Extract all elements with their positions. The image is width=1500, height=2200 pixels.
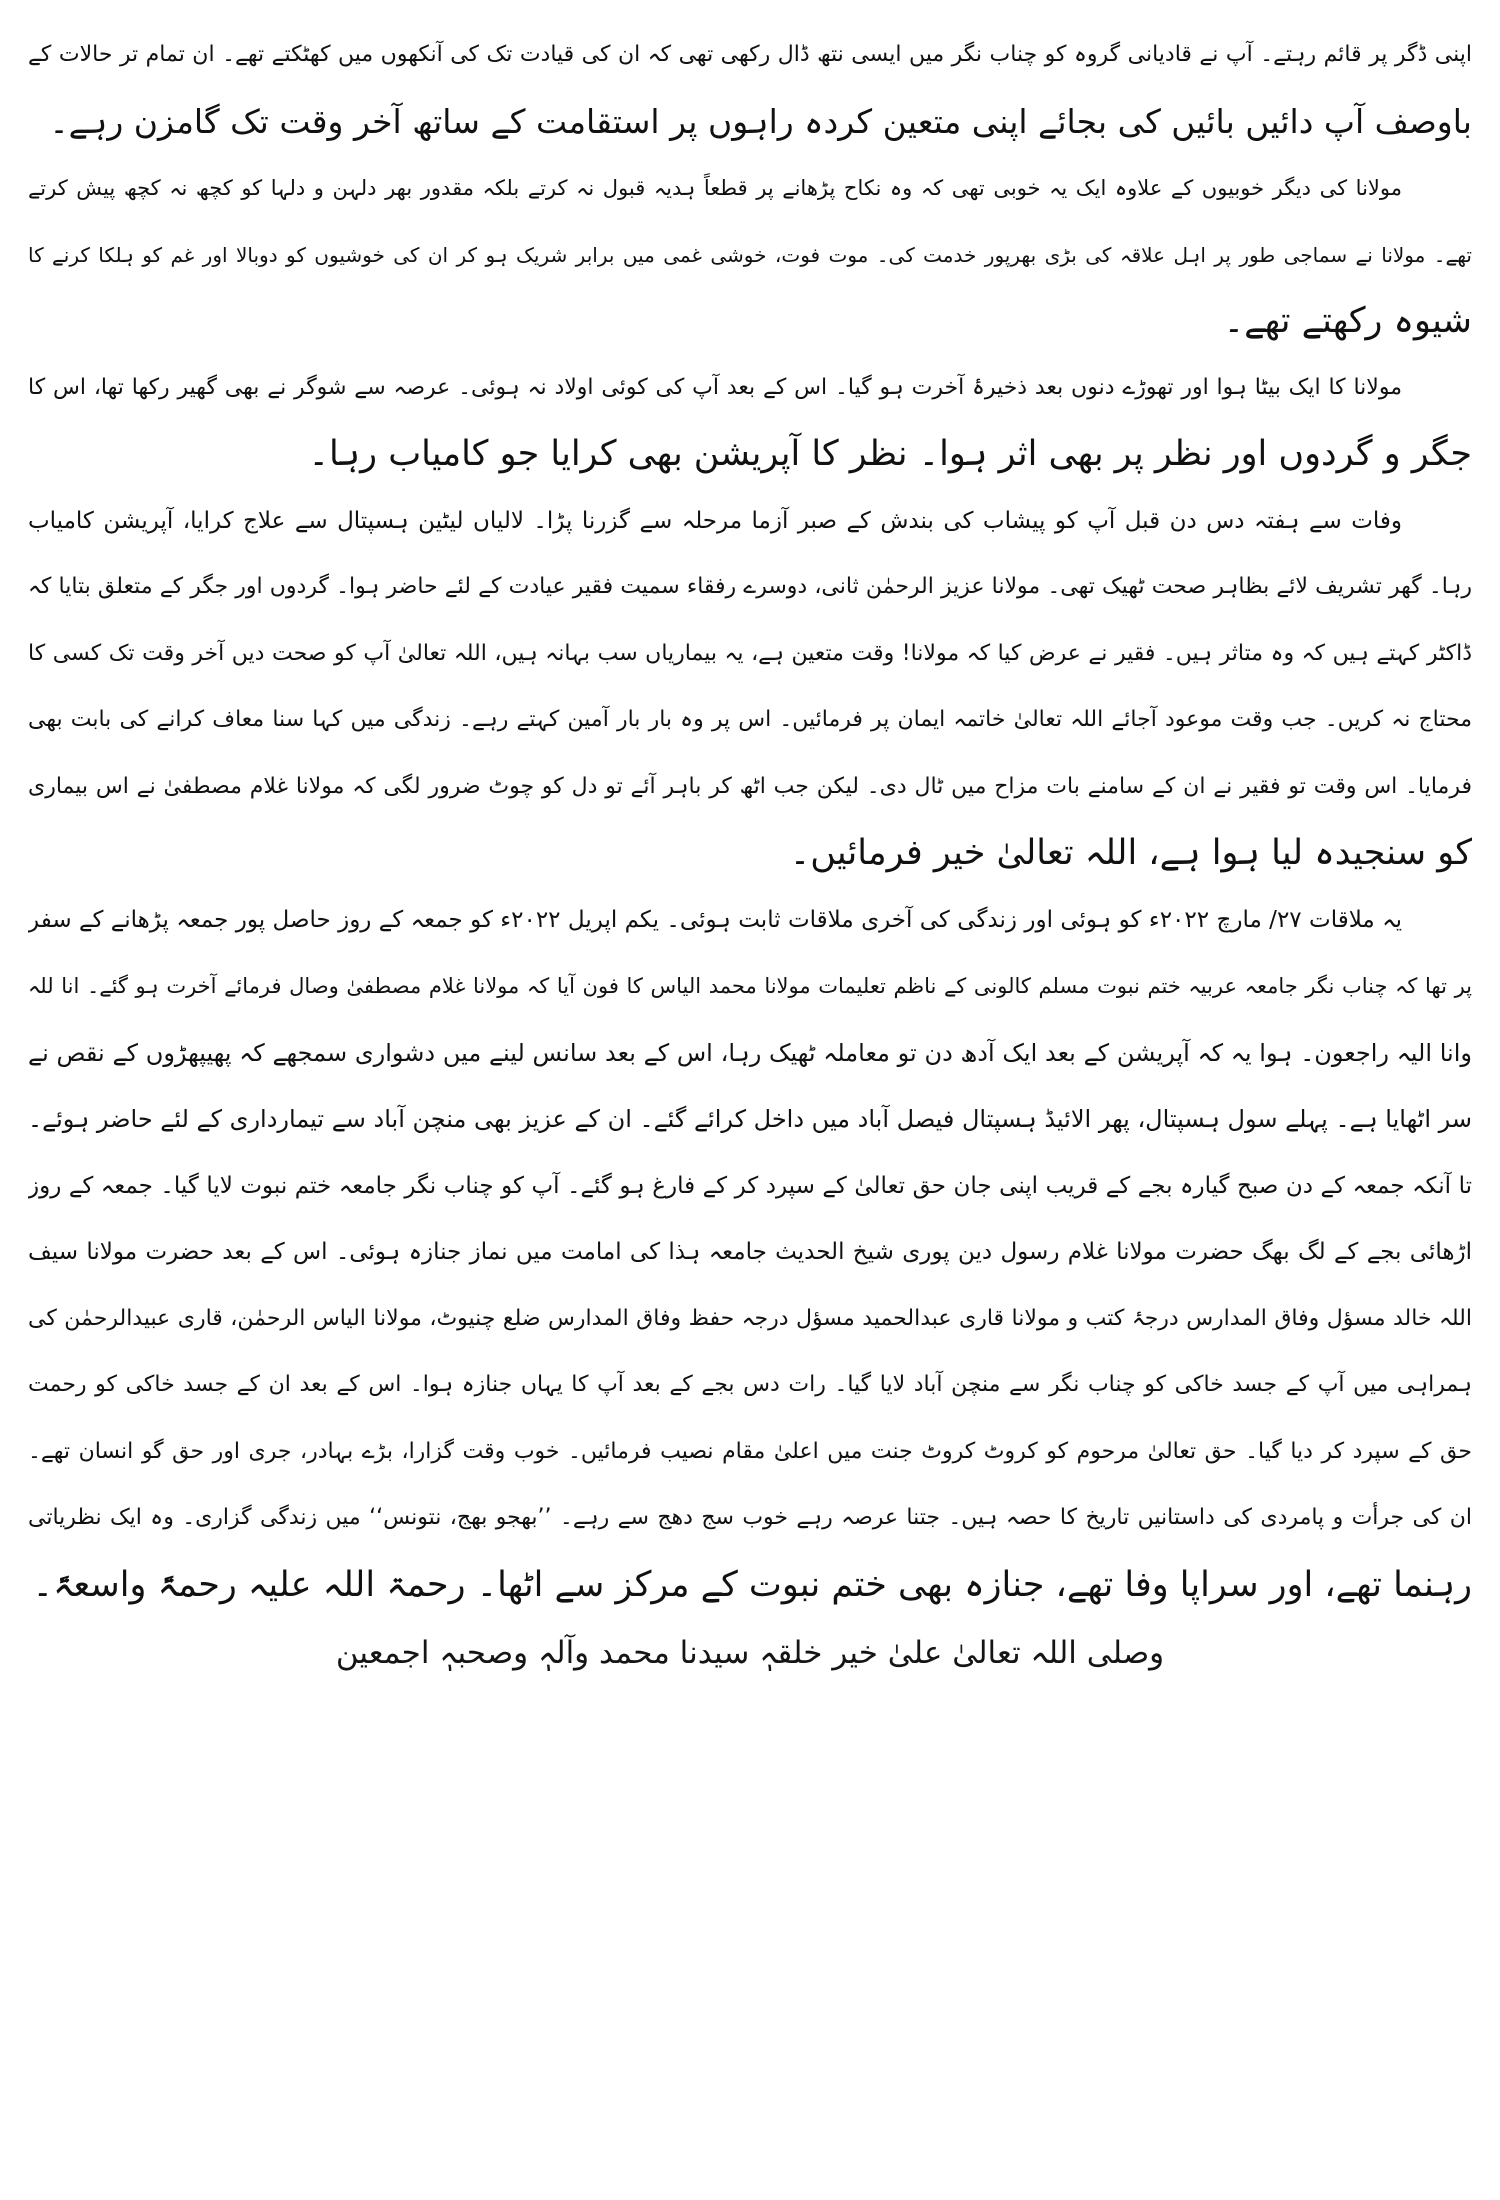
text-line: اپنی ڈگر پر قائم رہتے۔ آپ نے قادیانی گروہ کو چناب نگر میں ایسی نتھ ڈال رکھی تھی کہ ان کی قیادت تک کی آنکھوں میں کھٹکتے تھے۔ ان تمام تر حالات کے xyxy=(28,42,1472,67)
text-line: وانا الیہ راجعون۔ ہوا یہ کہ آپریشن کے بعد ایک آدھ دن تو معاملہ ٹھیک رہا، اس کے بعد سانس لینے میں دشواری سمجھے کہ پھیپھڑوں کے نقص نے xyxy=(28,1038,1472,1067)
text-line: رہا۔ گھر تشریف لائے بظاہر صحت ٹھیک تھی۔ مولانا عزیز الرحمٰن ثانی، دوسرے رفقاء سمیت فقیر عیادت کے لئے حاضر ہوا۔ گردوں اور جگر کے متعلق بتایا کہ xyxy=(28,574,1472,599)
text-line: کو سنجیدہ لیا ہوا ہے، اللہ تعالیٰ خیر فرمائیں۔ xyxy=(789,833,1472,873)
text-line: حق کے سپرد کر دیا گیا۔ حق تعالیٰ مرحوم کو کروٹ کروٹ جنت میں اعلیٰ مقام نصیب فرمائیں۔ خوب وقت گزارا، بڑے بہادر، جری اور حق گو انسان تھے۔ xyxy=(28,1438,1472,1464)
text-line: شیوہ رکھتے تھے۔ xyxy=(1223,301,1472,341)
paragraph xyxy=(28,887,1472,1619)
text-line: وفات سے ہفتہ دس دن قبل آپ کو پیشاب کی بندش کے صبر آزما مرحلہ سے گزرنا پڑا۔ لالیاں لیٹین ہسپتال سے علاج کرایا، آپریشن کامیاب xyxy=(28,507,1402,534)
paragraph xyxy=(28,22,1472,155)
text-line: سر اٹھایا ہے۔ پہلے سول ہسپتال، پھر الائیڈ ہسپتال فیصل آباد میں داخل کرائے گئے۔ ان کے عزیز بھی منچن آباد سے تیمارداری کے لئے حاضر ہوئے۔ xyxy=(28,1105,1472,1133)
text-line: ہمراہی میں آپ کے جسد خاکی کو چناب نگر سے منچن آباد لایا گیا۔ رات دس بجے کے بعد آپ کا یہاں جنازہ ہوا۔ اس کے بعد ان کے جسد خاکی کو رحمت xyxy=(28,1372,1472,1397)
text-line: یہ ملاقات ۲۷/ مارچ ۲۰۲۲ء کو ہوئی اور زندگی کی آخری ملاقات ثابت ہوئی۔ یکم اپریل ۲۰۲۲ء کو جمعہ کے روز حاصل پور جمعہ پڑھانے کے سفر xyxy=(28,906,1403,933)
document-page xyxy=(28,22,1472,1684)
text-line: باوصف آپ دائیں بائیں کی بجائے اپنی متعین کردہ راہوں پر استقامت کے ساتھ آخر وقت تک گامزن رہے۔ xyxy=(49,101,1472,141)
paragraph xyxy=(28,355,1472,488)
text-line: محتاج نہ کریں۔ جب وقت موعود آجائے اللہ تعالیٰ خاتمہ ایمان پر فرمائیں۔ اس پر وہ بار بار آمین کہتے رہے۔ زندگی میں کہا سنا معاف کرانے کی بابت بھی xyxy=(28,707,1472,732)
text-line: مولانا کا ایک بیٹا ہوا اور تھوڑے دنوں بعد ذخیرۂ آخرت ہو گیا۔ اس کے بعد آپ کی کوئی اولاد نہ ہوئی۔ عرصہ سے شوگر نے بھی گھیر رکھا تھا، اس کا xyxy=(28,374,1402,400)
paragraph xyxy=(28,488,1472,887)
text-line: جگر و گردوں اور نظر پر بھی اثر ہوا۔ نظر کا آپریشن بھی کرایا جو کامیاب رہا۔ xyxy=(308,434,1472,474)
closing-benediction: وصلی اللہ تعالیٰ علیٰ خیر خلقہٖ سیدنا محمد وآلہٖ وصحبہٖ اجمعین xyxy=(335,1635,1165,1671)
article-body xyxy=(28,22,1472,1618)
text-line: ڈاکٹر کہتے ہیں کہ وہ متاثر ہیں۔ فقیر نے عرض کیا کہ مولانا! وقت متعین ہے، یہ بیماریاں سب بہانہ ہیں، اللہ تعالیٰ آپ کو صحت دیں آخر وقت تک کسی کا xyxy=(28,640,1472,666)
text-line: تا آنکہ جمعہ کے دن صبح گیارہ بجے کے قریب اپنی جان حق تعالیٰ کے سپرد کر کے فارغ ہو گئے۔ آپ کو چناب نگر جامعہ ختم نبوت لایا گیا۔ جمعہ کے روز xyxy=(28,1172,1472,1199)
text-line: فرمایا۔ اس وقت تو فقیر نے ان کے سامنے بات مزاح میں ٹال دی۔ لیکن جب اٹھ کر باہر آئے تو دل کو چوٹ ضرور لگی کہ مولانا غلام مصطفیٰ نے اس بیماری xyxy=(28,773,1472,799)
text-line: اللہ خالد مسؤل وفاق المدارس درجۂ کتب و مولانا قاری عبدالحمید مسؤل درجہ حفظ وفاق المدارس ضلع چنیوٹ، مولانا الیاس الرحمٰن، قاری عبیدالرحمٰن کی xyxy=(28,1305,1472,1331)
paragraph xyxy=(28,155,1472,355)
text-line: پر تھا کہ چناب نگر جامعہ عربیہ ختم نبوت مسلم کالونی کے ناظم تعلیمات مولانا محمد الیاس کا فون آیا کہ مولانا غلام مصطفیٰ وصال فرمائے آخرت ہو گئے۔ انا للہ xyxy=(28,974,1472,998)
text-line: تھے۔ مولانا نے سماجی طور پر اہل علاقہ کی بڑی بھرپور خدمت کی۔ موت فوت، خوشی غمی میں برابر شریک ہو کر ان کی خوشیوں کو دوبالا اور غم کو ہلکا کرنے کا xyxy=(28,242,1472,267)
text-line: رہنما تھے، اور سراپا وفا تھے، جنازہ بھی ختم نبوت کے مرکز سے اٹھا۔ رحمۃ اللہ علیہ رحمۃً واسعۃً۔ xyxy=(32,1564,1472,1605)
text-line: مولانا کی دیگر خوبیوں کے علاوہ ایک یہ خوبی تھی کہ وہ نکاح پڑھانے پر قطعاً ہدیہ قبول نہ کرتے بلکہ مقدور بھر دلہن و دلہا کو کچھ نہ کچھ پیش کرتے xyxy=(28,176,1402,200)
text-line: اڑھائی بجے کے لگ بھگ حضرت مولانا غلام رسول دین پوری شیخ الحدیث جامعہ ہذا کی امامت میں نماز جنازہ ہوئی۔ اس کے بعد حضرت مولانا سیف xyxy=(28,1239,1472,1265)
text-line: ان کی جرأت و پامردی کی داستانیں تاریخ کا حصہ ہیں۔ جتنا عرصہ رہے خوب سج دھج سے رہے۔ ’’بھجو بھج، نتونس‘‘ میں زندگی گزاری۔ وہ ایک نظریاتی xyxy=(28,1505,1472,1530)
